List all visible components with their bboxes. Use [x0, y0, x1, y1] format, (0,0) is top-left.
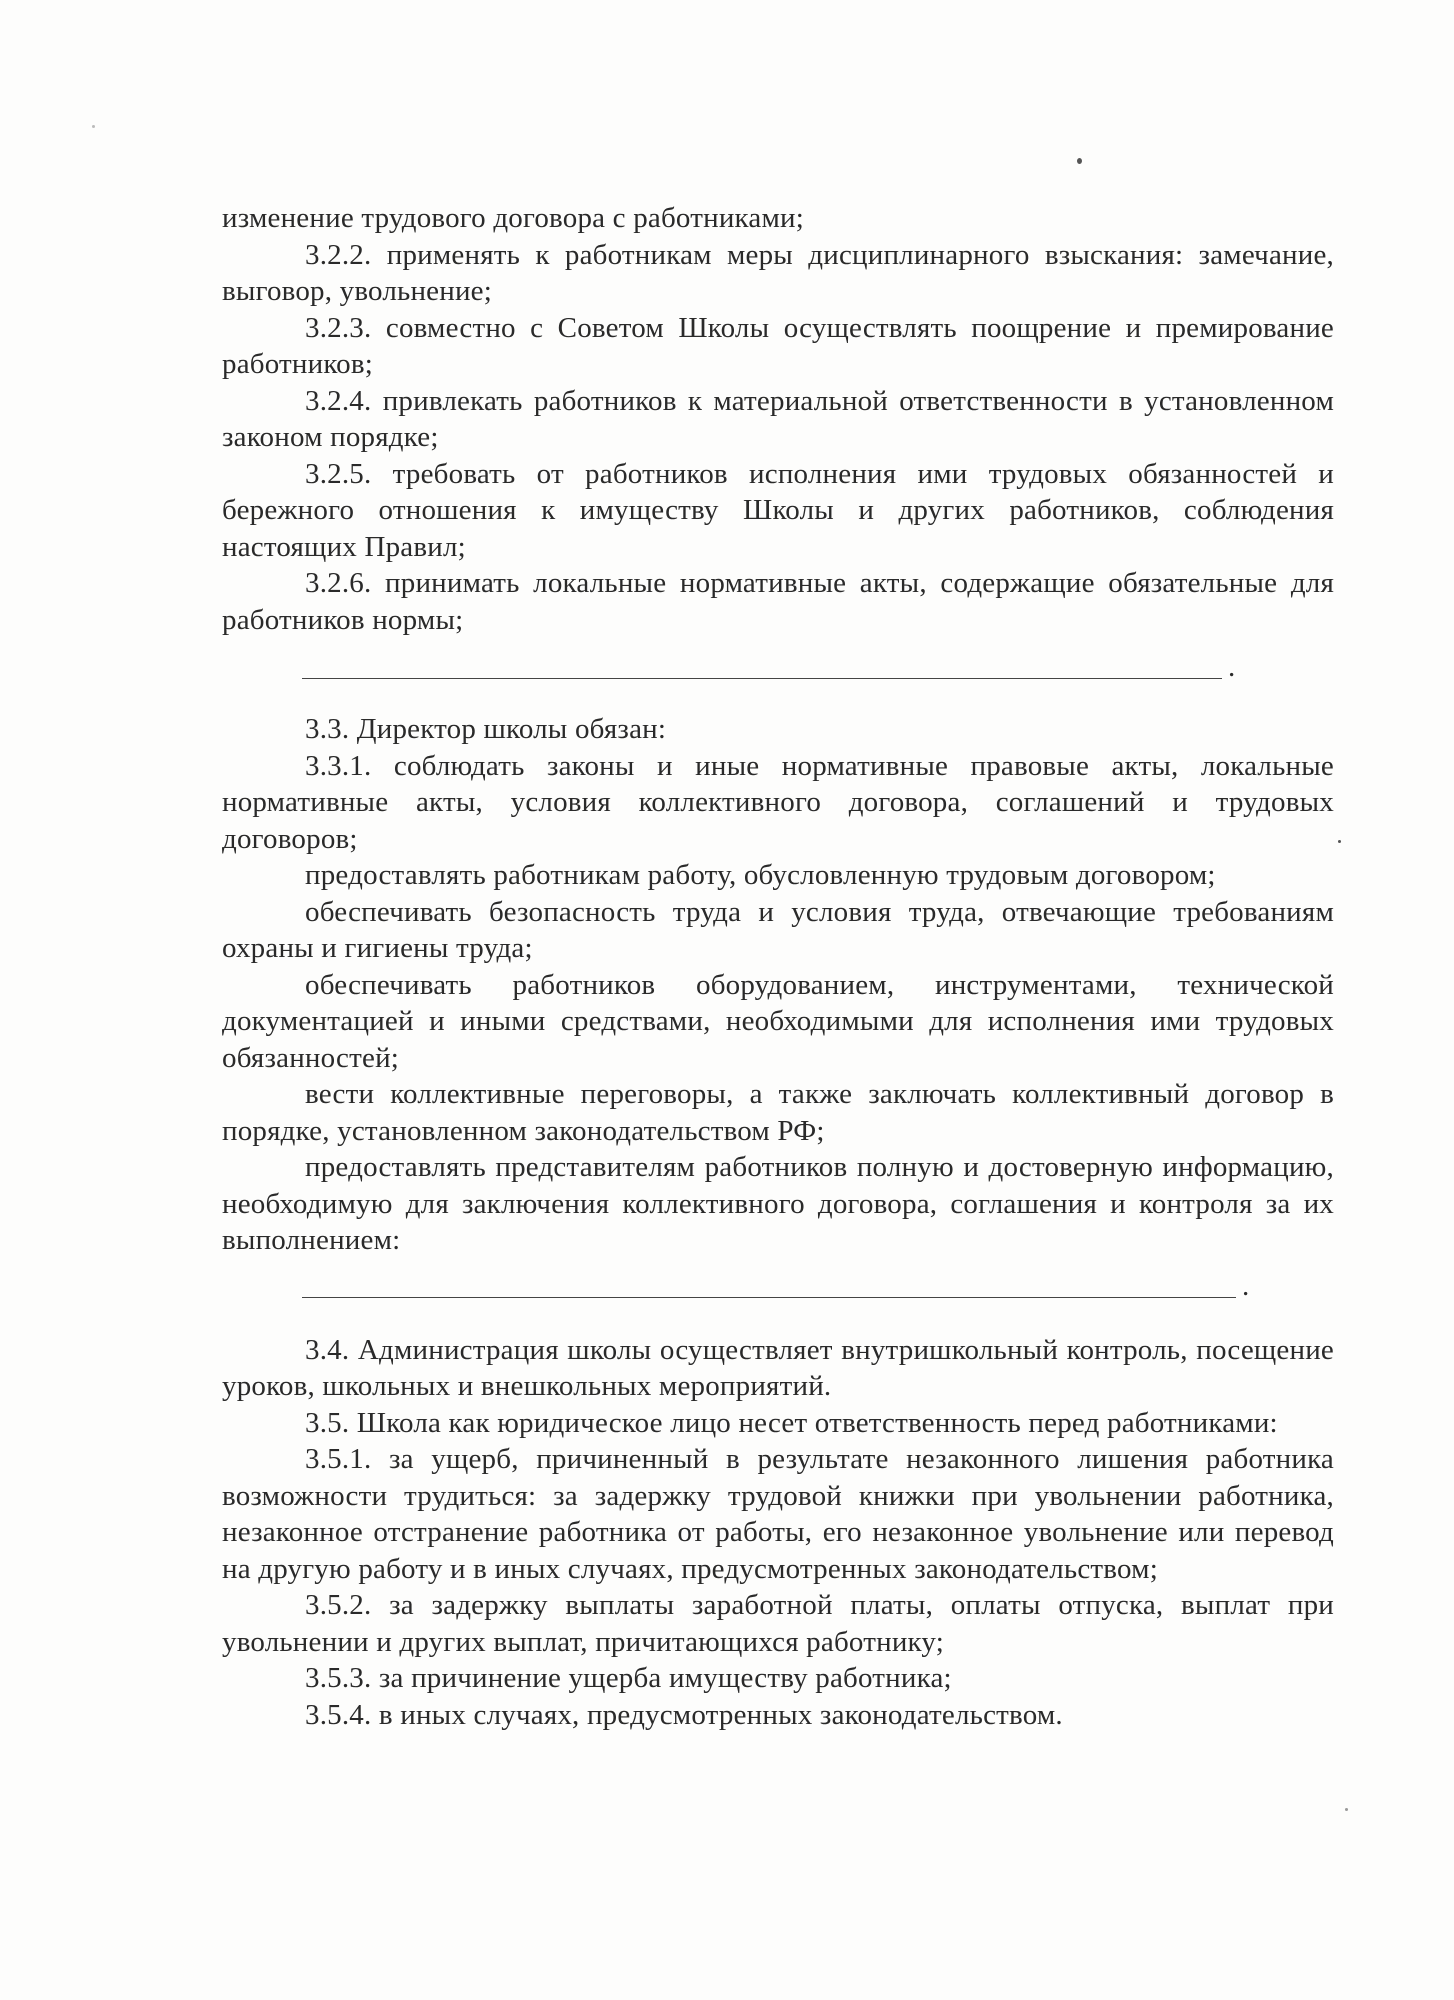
paragraph-3-5-1: 3.5.1. за ущерб, причиненный в результате незаконного лишения работника возможности трудиться: за задержку трудовой книжки при увольнении работника, незаконное отстранение работника от работы, его незаконное увольнение или перевод на другую работу и в иных случаях, предусмотренных законодательством;	[222, 1443, 1334, 1585]
scan-speck	[1338, 840, 1341, 843]
paragraph-ensure-safety: обеспечивать безопасность труда и условия труда, отвечающие требованиям охраны и гигиены труда;	[222, 895, 1334, 964]
paragraph-3-3-heading: 3.3. Директор школы обязан:	[305, 713, 667, 745]
paragraph-provide-work: предоставлять работникам работу, обусловленную трудовым договором;	[305, 859, 1216, 891]
blank-line-rule	[302, 1297, 1236, 1298]
blank-line-rule	[302, 678, 1222, 679]
paragraph-collective-negotiations: вести коллективные переговоры, а также заключать коллективный договор в порядке, установленном законодательством РФ;	[222, 1078, 1334, 1147]
paragraph-3-2-4: 3.2.4. привлекать работников к материальной ответственности в установленном законом порядке;	[222, 384, 1334, 453]
document-body	[222, 200, 1334, 1733]
paragraph-provide-equipment: обеспечивать работников оборудованием, инструментами, технической документацией и иными средствами, необходимыми для исполнения ими трудовых обязанностей;	[222, 968, 1334, 1074]
scan-speck	[1345, 1808, 1348, 1811]
paragraph-3-5-4: 3.5.4. в иных случаях, предусмотренных законодательством.	[305, 1698, 1063, 1731]
blank-fill-line	[222, 638, 1334, 711]
paragraph-3-3-1: 3.3.1. соблюдать законы и иные нормативные правовые акты, локальные нормативные акты, условия коллективного договора, соглашений и трудовых договоров;	[222, 749, 1334, 855]
blank-line-period: .	[1242, 1269, 1250, 1302]
paragraph-provide-information: предоставлять представителям работников полную и достоверную информацию, необходимую для заключения коллективного договора, соглашения и контроля за их выполнением:	[222, 1151, 1334, 1256]
blank-line-period: .	[1228, 651, 1236, 683]
paragraph-3-2-1-continuation: изменение трудового договора с работниками;	[222, 202, 805, 234]
scan-speck	[1077, 158, 1082, 164]
paragraph-3-2-3: 3.2.3. совместно с Советом Школы осуществлять поощрение и премирование работников;	[222, 311, 1334, 380]
paragraph-3-5-3: 3.5.3. за причинение ущерба имуществу работника;	[305, 1662, 952, 1694]
paragraph-3-2-5: 3.2.5. требовать от работников исполнения ими трудовых обязанностей и бережного отношения к имуществу Школы и других работников, соблюдения настоящих Правил;	[222, 457, 1334, 563]
paragraph-3-2-6: 3.2.6. принимать локальные нормативные акты, содержащие обязательные для работников нормы;	[222, 567, 1334, 636]
paragraph-3-4: 3.4. Администрация школы осуществляет внутришкольный контроль, посещение уроков, школьных и внешкольных мероприятий.	[222, 1333, 1334, 1402]
scan-speck	[92, 125, 95, 128]
paragraph-3-2-2: 3.2.2. применять к работникам меры дисциплинарного взыскания: замечание, выговор, увольнение;	[222, 238, 1334, 307]
blank-fill-line	[222, 1259, 1334, 1332]
paragraph-3-5-2: 3.5.2. за задержку выплаты заработной платы, оплаты отпуска, выплат при увольнении и других выплат, причитающихся работнику;	[222, 1589, 1334, 1658]
paragraph-3-5: 3.5. Школа как юридическое лицо несет ответственность перед работниками:	[305, 1406, 1278, 1439]
